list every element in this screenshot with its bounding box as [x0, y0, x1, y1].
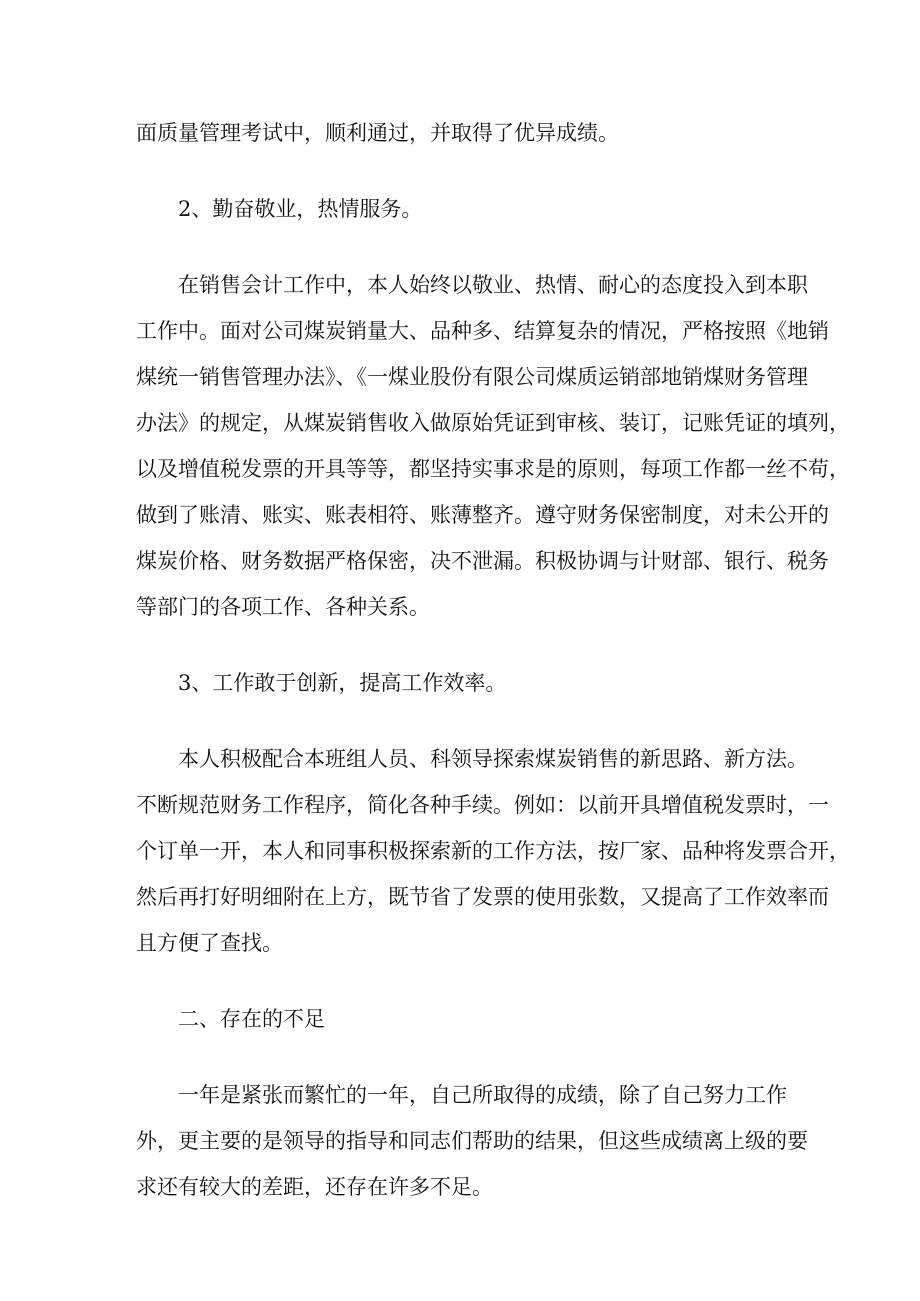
paragraph-shortcomings: [136, 1072, 808, 1210]
heading-shortcomings: [136, 996, 786, 1042]
heading-innovation: [136, 660, 786, 706]
paragraph-line: 做到了账清、账实、账表相符、账薄整齐。遵守财务保密制度，对未公开的: [136, 503, 829, 527]
paragraph-line: 以及增值税发票的开具等等，都坚持实事求是的原则，每项工作都一丝不苟，: [136, 457, 850, 481]
paragraph-line: 煤炭价格、财务数据严格保密，决不泄漏。积极协调与计财部、银行、税务: [136, 549, 829, 573]
heading-text: 3、工作敢于创新，提高工作效率。: [178, 671, 507, 695]
heading-text: 二、存在的不足: [178, 1007, 325, 1031]
paragraph-line: 等部门的各项工作、各种关系。: [136, 595, 430, 619]
paragraph-line: 外，更主要的是领导的指导和同志们帮助的结果，但这些成绩离上级的要: [136, 1129, 808, 1153]
heading-diligence: [136, 186, 786, 232]
paragraph-line: 工作中。面对公司煤炭销量大、品种多、结算复杂的情况，严格按照《地销: [136, 319, 829, 343]
paragraph-efficiency: [136, 736, 850, 966]
paragraph-quality-exam: [136, 110, 786, 156]
paragraph-sales-accounting: [136, 262, 850, 630]
paragraph-line: 煤统一销售管理办法》、《一煤业股份有限公司煤质运销部地销煤财务管理: [136, 365, 808, 389]
paragraph-line: 然后再打好明细附在上方，既节省了发票的使用张数，又提高了工作效率而: [136, 885, 829, 909]
paragraph-line: 求还有较大的差距，还存在许多不足。: [136, 1175, 493, 1199]
document-body: [136, 110, 850, 1210]
heading-text: 2、勤奋敬业，热情服务。: [178, 197, 423, 221]
paragraph-line: 面质量管理考试中，顺利通过，并取得了优异成绩。: [136, 121, 619, 145]
paragraph-line: 本人积极配合本班组人员、科领导探索煤炭销售的新思路、新方法。: [178, 747, 808, 771]
paragraph-line: 一年是紧张而繁忙的一年，自己所取得的成绩，除了自己努力工作: [178, 1083, 787, 1107]
paragraph-line: 个订单一开，本人和同事积极探索新的工作方法，按厂家、品种将发票合开，: [136, 839, 850, 863]
paragraph-line: 不断规范财务工作程序，简化各种手续。例如：以前开具增值税发票时，一: [136, 793, 829, 817]
paragraph-line: 在销售会计工作中，本人始终以敬业、热情、耐心的态度投入到本职: [178, 273, 808, 297]
paragraph-line: 且方便了查找。: [136, 931, 283, 955]
paragraph-line: 办法》的规定，从煤炭销售收入做原始凭证到审核、装订，记账凭证的填列，: [136, 411, 850, 435]
